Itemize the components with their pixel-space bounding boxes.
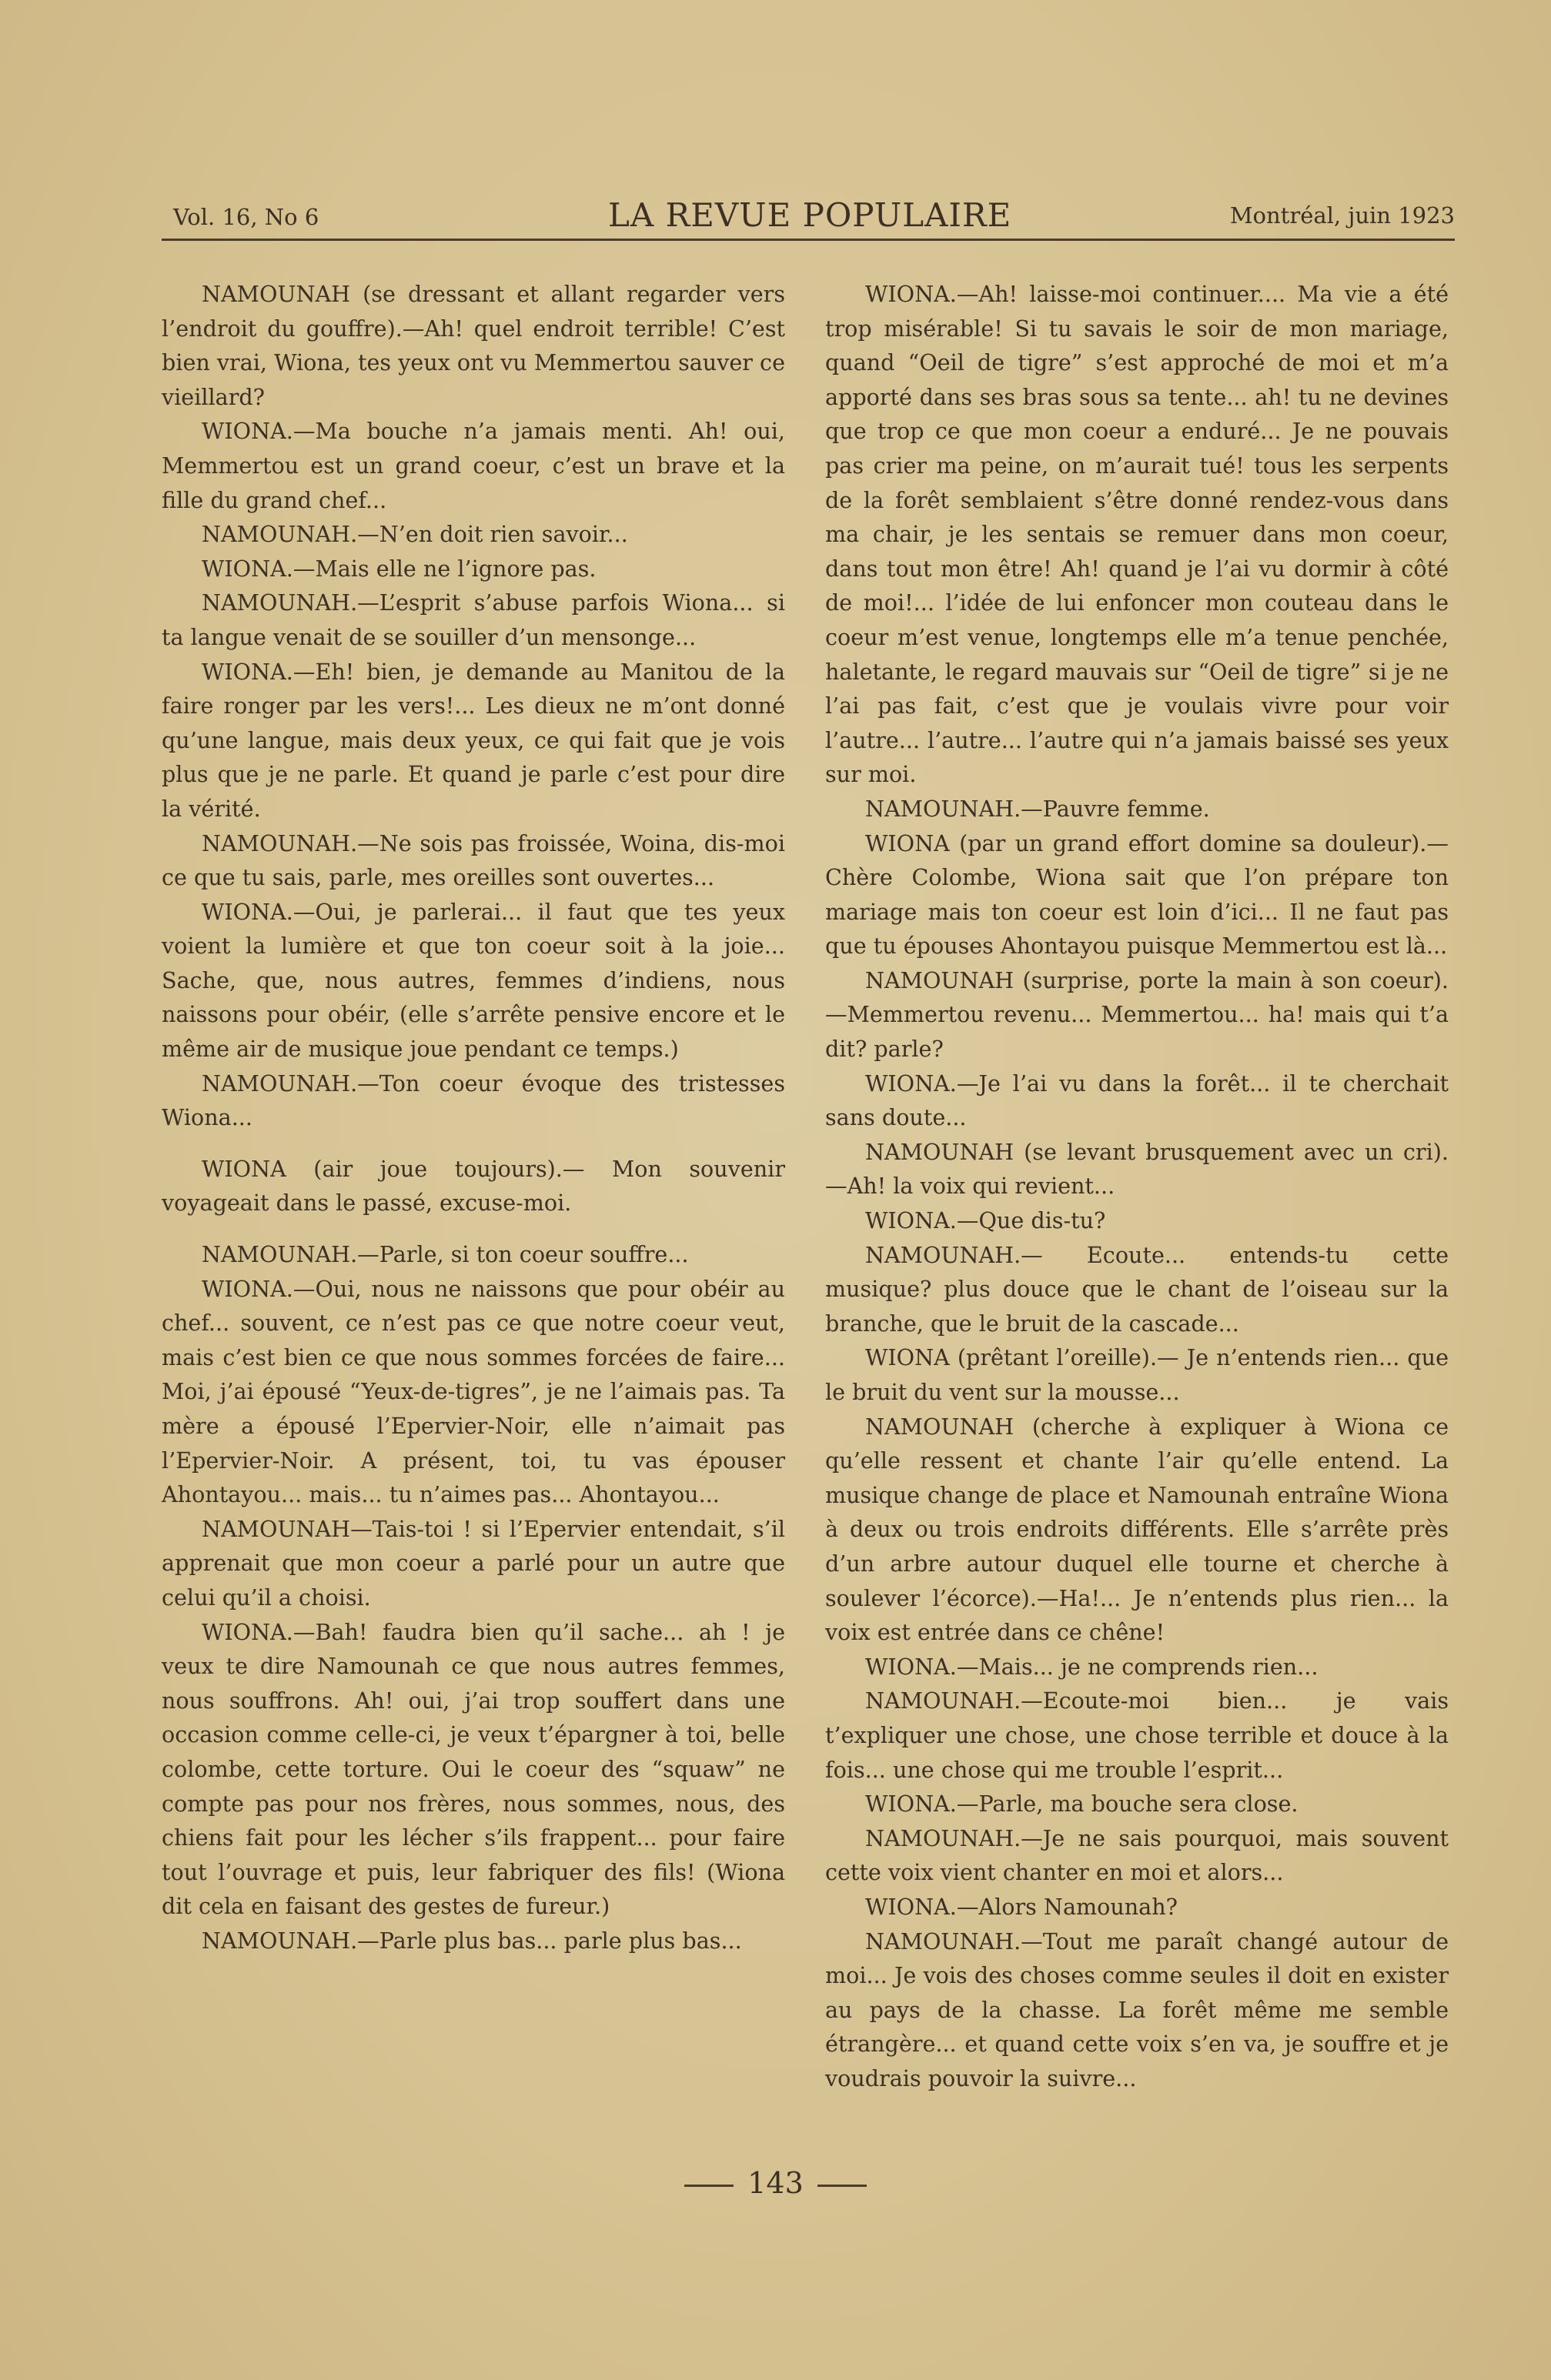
dialogue-paragraph: NAMOUNAH.—N’en doit rien savoir...	[202, 521, 628, 548]
dialogue-paragraph: WIONA.—Eh! bien, je demande au Manitou de la faire ronger par les vers!... Les dieux ne m’ont donné qu’une langue, mais deux yeux, ce qui fait que je vois plus que je ne parle. Et quand je parle c’est pour dire la vérité.	[162, 658, 785, 822]
left-column	[162, 277, 785, 1958]
dialogue-paragraph: WIONA.—Alors Namounah?	[865, 1893, 1178, 1920]
running-header	[158, 189, 1455, 242]
dialogue-paragraph: NAMOUNAH.—Tout me paraît changé autour de moi... Je vois des choses comme seules il doit en exister au pays de la chasse. La forêt même me semble étrangère... et quand cette voix s’en va, je souffre et je voudrais pouvoir la suivre...	[825, 1928, 1449, 2091]
dialogue-paragraph: NAMOUNAH (se dressant et allant regarder vers l’endroit du gouffre).—Ah! quel endroit terrible! C’est bien vrai, Wiona, tes yeux ont vu Memmertou sauver ce vieillard?	[162, 281, 785, 410]
header-rule	[162, 239, 1455, 241]
volume-number: Vol. 16, No 6	[173, 204, 319, 230]
dialogue-paragraph: NAMOUNAH (se levant brusquement avec un cri).—Ah! la voix qui revient...	[825, 1138, 1449, 1200]
dialogue-paragraph: WIONA.—Ah! laisse-moi continuer.... Ma vie a été trop misérable! Si tu savais le soir de mon mariage, quand “Oeil de tigre” s’est approché de moi et m’a apporté dans ses bras sous sa tente... ah! tu ne devines que trop ce que mon coeur a enduré... Je ne pouvais pas crier ma peine, on m’aurait tué! tous les serpents de la forêt semblaient s’être donné rendez-vous dans ma chair, je les sentais se remuer dans mon coeur, dans tout mon être! Ah! quand je l’ai vu dormir à côté de moi!... l’idée de lui enfoncer mon couteau dans le coeur m’est venue, longtemps elle m’a tenue penchée, haletante, le regard mauvais sur “Oeil de tigre” si je ne l’ai pas fait, c’est que je voulais vivre pour voir l’autre... l’autre... l’autre qui n’a jamais baissé ses yeux sur moi.	[825, 281, 1449, 788]
dialogue-paragraph: NAMOUNAH (surprise, porte la main à son coeur).—Memmertou revenu... Memmertou... ha! mais qui t’a dit? parle?	[825, 966, 1449, 1063]
footer-dash-right	[817, 2185, 867, 2187]
dialogue-paragraph: WIONA (par un grand effort domine sa douleur).—Chère Colombe, Wiona sait que l’on prépare ton mariage mais ton coeur est loin d’ici... Il ne faut pas que tu épouses Ahontayou puisque Memmertou est là...	[825, 829, 1449, 960]
dialogue-paragraph: NAMOUNAH.— Ecoute... entends-tu cette musique? plus douce que le chant de l’oiseau sur la branche, que le bruit de la cascade...	[825, 1241, 1449, 1337]
dialogue-paragraph: WIONA.—Oui, je parlerai... il faut que tes yeux voient la lumière et que ton coeur soit à la joie... Sache, que, nous autres, femmes d’indiens, nous naissons pour obéir, (elle s’arrête pensive encore et le même air de musique joue pendant ce temps.)	[162, 898, 785, 1063]
dialogue-paragraph: NAMOUNAH—Tais-toi ! si l’Epervier entendait, s’il apprenait que mon coeur a parlé pour un autre que celui qu’il a choisi.	[162, 1515, 785, 1611]
dialogue-paragraph: WIONA.—Mais elle ne l’ignore pas.	[202, 555, 597, 582]
dialogue-paragraph: WIONA.—Oui, nous ne naissons que pour obéir au chef... souvent, ce n’est pas ce que notre coeur veut, mais c’est bien ce que nous sommes forcées de faire... Moi, j’ai épousé “Yeux-de-tigres”, je ne l’aimais pas. Ta mère a épousé l’Epervier-Noir, elle n’aimait pas l’Epervier-Noir. A présent, toi, tu vas épouser Ahontayou... mais... tu n’aimes pas... Ahontayou...	[162, 1275, 785, 1508]
dialogue-paragraph: NAMOUNAH (cherche à expliquer à Wiona ce qu’elle ressent et chante l’air qu’elle entend. La musique change de place et Namounah entraîne Wiona à deux ou trois endroits différents. Elle s’arrête près d’un arbre autour duquel elle tourne et cherche à soulever l’écorce).—Ha!... Je n’entends plus rien... la voix est entrée dans ce chêne!	[825, 1413, 1449, 1646]
page-footer	[0, 2166, 1551, 2200]
dialogue-paragraph: NAMOUNAH.—Ne sois pas froissée, Woina, dis-moi ce que tu sais, parle, mes oreilles sont ouvertes...	[162, 829, 785, 891]
footer-dash-left	[684, 2185, 734, 2187]
dialogue-paragraph: WIONA (air joue toujours).— Mon souvenir voyageait dans le passé, excuse-moi.	[162, 1155, 785, 1217]
dialogue-paragraph: WIONA.—Mais... je ne comprends rien...	[865, 1653, 1319, 1680]
dialogue-paragraph: NAMOUNAH.—Parle, si ton coeur souffre...	[202, 1241, 689, 1268]
dialogue-paragraph: WIONA.—Je l’ai vu dans la forêt... il te cherchait sans doute...	[825, 1070, 1449, 1131]
dialogue-paragraph: WIONA.—Ma bouche n’a jamais menti. Ah! oui, Memmertou est un grand coeur, c’est un brave et la fille du grand chef...	[162, 418, 785, 513]
dialogue-paragraph: WIONA.—Bah! faudra bien qu’il sache... ah ! je veux te dire Namounah ce que nous autres femmes, nous souffrons. Ah! oui, j’ai trop souffert dans une occasion comme celle-ci, je veux t’épargner à toi, belle colombe, cette torture. Oui le coeur des “squaw” ne compte pas pour nos frères, nous sommes, nous, des chiens fait pour les lécher s’ils frappent... pour faire tout l’ouvrage et puis, leur fabriquer des fils! (Wiona dit cela en faisant des gestes de fureur.)	[162, 1618, 785, 1920]
place-and-date: Montréal, juin 1923	[1229, 202, 1455, 229]
dialogue-paragraph: NAMOUNAH.—Pauvre femme.	[865, 795, 1210, 822]
dialogue-paragraph: NAMOUNAH.—Je ne sais pourquoi, mais souvent cette voix vient chanter en moi et alors...	[825, 1824, 1449, 1886]
dialogue-paragraph: WIONA.—Que dis-tu?	[865, 1207, 1106, 1234]
dialogue-paragraph: NAMOUNAH.—Ecoute-moi bien... je vais t’expliquer une chose, une chose terrible et douce à la fois... une chose qui me trouble l’esprit...	[825, 1687, 1449, 1783]
dialogue-paragraph: WIONA.—Parle, ma bouche sera close.	[865, 1791, 1299, 1818]
dialogue-paragraph: WIONA (prêtant l’oreille).— Je n’entends rien... que le bruit du vent sur la mousse...	[825, 1344, 1449, 1405]
journal-title: LA REVUE POPULAIRE	[608, 196, 1012, 234]
dialogue-paragraph: NAMOUNAH.—L’esprit s’abuse parfois Wiona... si ta langue venait de se souiller d’un mensonge...	[162, 589, 785, 650]
page-number: 143	[747, 2166, 804, 2200]
dialogue-paragraph: NAMOUNAH.—Parle plus bas... parle plus bas...	[202, 1927, 742, 1954]
right-column	[825, 277, 1449, 2095]
dialogue-paragraph: NAMOUNAH.—Ton coeur évoque des tristesses Wiona...	[162, 1070, 785, 1131]
